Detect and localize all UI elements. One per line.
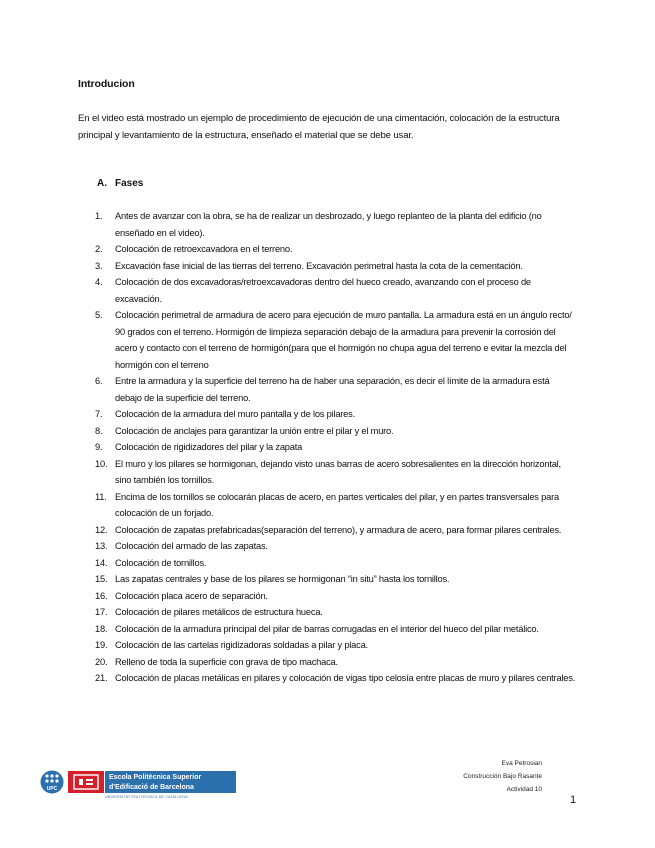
step-number: 3. — [95, 260, 103, 271]
step-item — [95, 571, 577, 588]
step-text: Colocación de la armadura principal del pilar de barras corrugadas en el interior del hueco del pilar metálico. — [115, 623, 539, 634]
step-text: Las zapatas centrales y base de los pilares se hormigonan “in situ” hasta los tornillos. — [115, 574, 450, 584]
step-item — [95, 522, 577, 539]
step-text: Relleno de toda la superficie con grava de tipo machaca. — [115, 656, 338, 667]
step-text: Colocación de dos excavadoras/retroexcavadoras dentro del hueco creado, avanzando con el proceso de excavación. — [115, 277, 531, 304]
phases-heading — [97, 178, 143, 189]
step-text: Colocación del armado de las zapatas. — [115, 541, 268, 551]
step-text: Colocación de pilares metálicos de estructura hueca. — [115, 607, 323, 617]
step-item — [95, 654, 577, 671]
step-item — [95, 670, 577, 687]
step-number: 21. — [95, 673, 108, 683]
step-item — [95, 274, 577, 307]
page-number: 1 — [570, 794, 577, 806]
footer-activity: Actividad 10 — [506, 786, 542, 793]
step-number: 12. — [95, 524, 108, 535]
step-number: 7. — [95, 409, 103, 419]
step-number: 8. — [95, 425, 103, 436]
step-number: 19. — [95, 640, 108, 650]
step-text: Colocación placa acero de separación. — [115, 590, 268, 601]
step-number: 2. — [95, 244, 103, 254]
step-number: 9. — [95, 442, 103, 452]
step-number: 18. — [95, 623, 108, 634]
step-number: 14. — [95, 557, 108, 568]
step-text: Antes de avanzar con la obra, se ha de realizar un desbrozado, y luego replanteo de la planta del edificio (no enseñado en el video). — [115, 211, 542, 238]
step-number: 5. — [95, 310, 103, 320]
step-text: Colocación de las cartelas rigidizadoras soldadas a pilar y placa. — [115, 640, 368, 650]
upc-logo-text: UPC — [46, 786, 58, 792]
step-item — [95, 307, 577, 373]
step-number: 6. — [95, 376, 103, 386]
school-logo-mark — [68, 771, 104, 793]
step-item — [95, 406, 577, 423]
step-number: 20. — [95, 656, 108, 667]
upc-logo — [40, 770, 64, 794]
step-item — [95, 604, 577, 621]
step-text: Excavación fase inicial de las tierras del terreno. Excavación perimetral hasta la cota de la cementación. — [115, 260, 523, 271]
footer-course: Construcción Bajo Rasante — [463, 773, 542, 780]
step-text: Colocación de placas metálicas en pilares y colocación de vigas tipo celosía entre placas de muro y pilares centrales. — [115, 673, 576, 683]
school-logo-subtext: UNIVERSITAT POLITÈCNICA DE CATALUNYA — [105, 795, 188, 799]
step-item — [95, 637, 577, 654]
school-logo-name — [105, 771, 236, 793]
step-item — [95, 621, 577, 638]
step-number: 10. — [95, 458, 108, 469]
section-heading: Introducion — [78, 78, 135, 90]
step-text: Encima de los tornillos se colocarán placas de acero, en partes verticales del pilar, y en partes transversales para colocación de un forjado. — [115, 491, 559, 518]
step-item — [95, 538, 577, 555]
phases-title: Fases — [115, 178, 144, 189]
intro-paragraph: En el video está mostrado un ejemplo de procedimiento de ejecución de una cimentación, colocación de la estructura principal y levantamiento de la estructura, enseñado el material que se debe usar. — [78, 113, 560, 141]
step-text: Colocación de anclajes para garantizar la unión entre el pilar y el muro. — [115, 425, 394, 436]
step-number: 4. — [95, 277, 103, 287]
step-item — [95, 208, 577, 241]
step-text: Colocación de zapatas prefabricadas(separación del terreno), y armadura de acero, para formar pilares centrales. — [115, 524, 562, 535]
step-number: 15. — [95, 574, 108, 584]
footer-info — [463, 757, 542, 796]
step-item — [95, 423, 577, 440]
step-item — [95, 258, 577, 275]
footer-author: Eva Petrosian — [501, 760, 542, 767]
school-emblem-icon — [68, 771, 104, 793]
step-item — [95, 439, 577, 456]
step-number: 16. — [95, 590, 108, 601]
step-item — [95, 555, 577, 572]
phases-letter: A. — [97, 178, 107, 189]
school-name-line2: d'Edificació de Barcelona — [109, 783, 194, 791]
step-text: Entre la armadura y la superficie del terreno ha de haber una separación, es decir el límite de la armadura está debajo de la superficie del terreno. — [115, 376, 550, 403]
step-item — [95, 489, 577, 522]
step-text: El muro y los pilares se hormigonan, dejando visto unas barras de acero sobresalientes en la dirección horizontal, sino también los tornillos. — [115, 458, 561, 485]
step-number: 13. — [95, 541, 108, 551]
step-item — [95, 373, 577, 406]
step-text: Colocación de retroexcavadora en el terreno. — [115, 244, 293, 254]
school-name-line1: Escola Politècnica Superior — [109, 774, 202, 781]
step-number: 11. — [95, 491, 107, 502]
step-text: Colocación de tornillos. — [115, 557, 207, 568]
step-item — [95, 588, 577, 605]
step-item — [95, 456, 577, 489]
step-number: 17. — [95, 607, 108, 617]
steps-list — [95, 208, 577, 687]
step-text: Colocación de la armadura del muro pantalla y de los pilares. — [115, 409, 355, 419]
step-text: Colocación de rigidizadores del pilar y la zapata — [115, 442, 303, 452]
step-text: Colocación perimetral de armadura de acero para ejecución de muro pantalla. La armadura está en un ángulo recto/ 90 grados con el terreno. Hormigón de limpieza separación debajo de la armadura para prevenir la corrosión del acero y contacto con el terreno de hormigón(para que el hormigón no chupa agua del terreno e evitar la mezcla del hormigón con el terreno — [115, 310, 572, 370]
step-item — [95, 241, 577, 258]
step-number: 1. — [95, 211, 103, 221]
